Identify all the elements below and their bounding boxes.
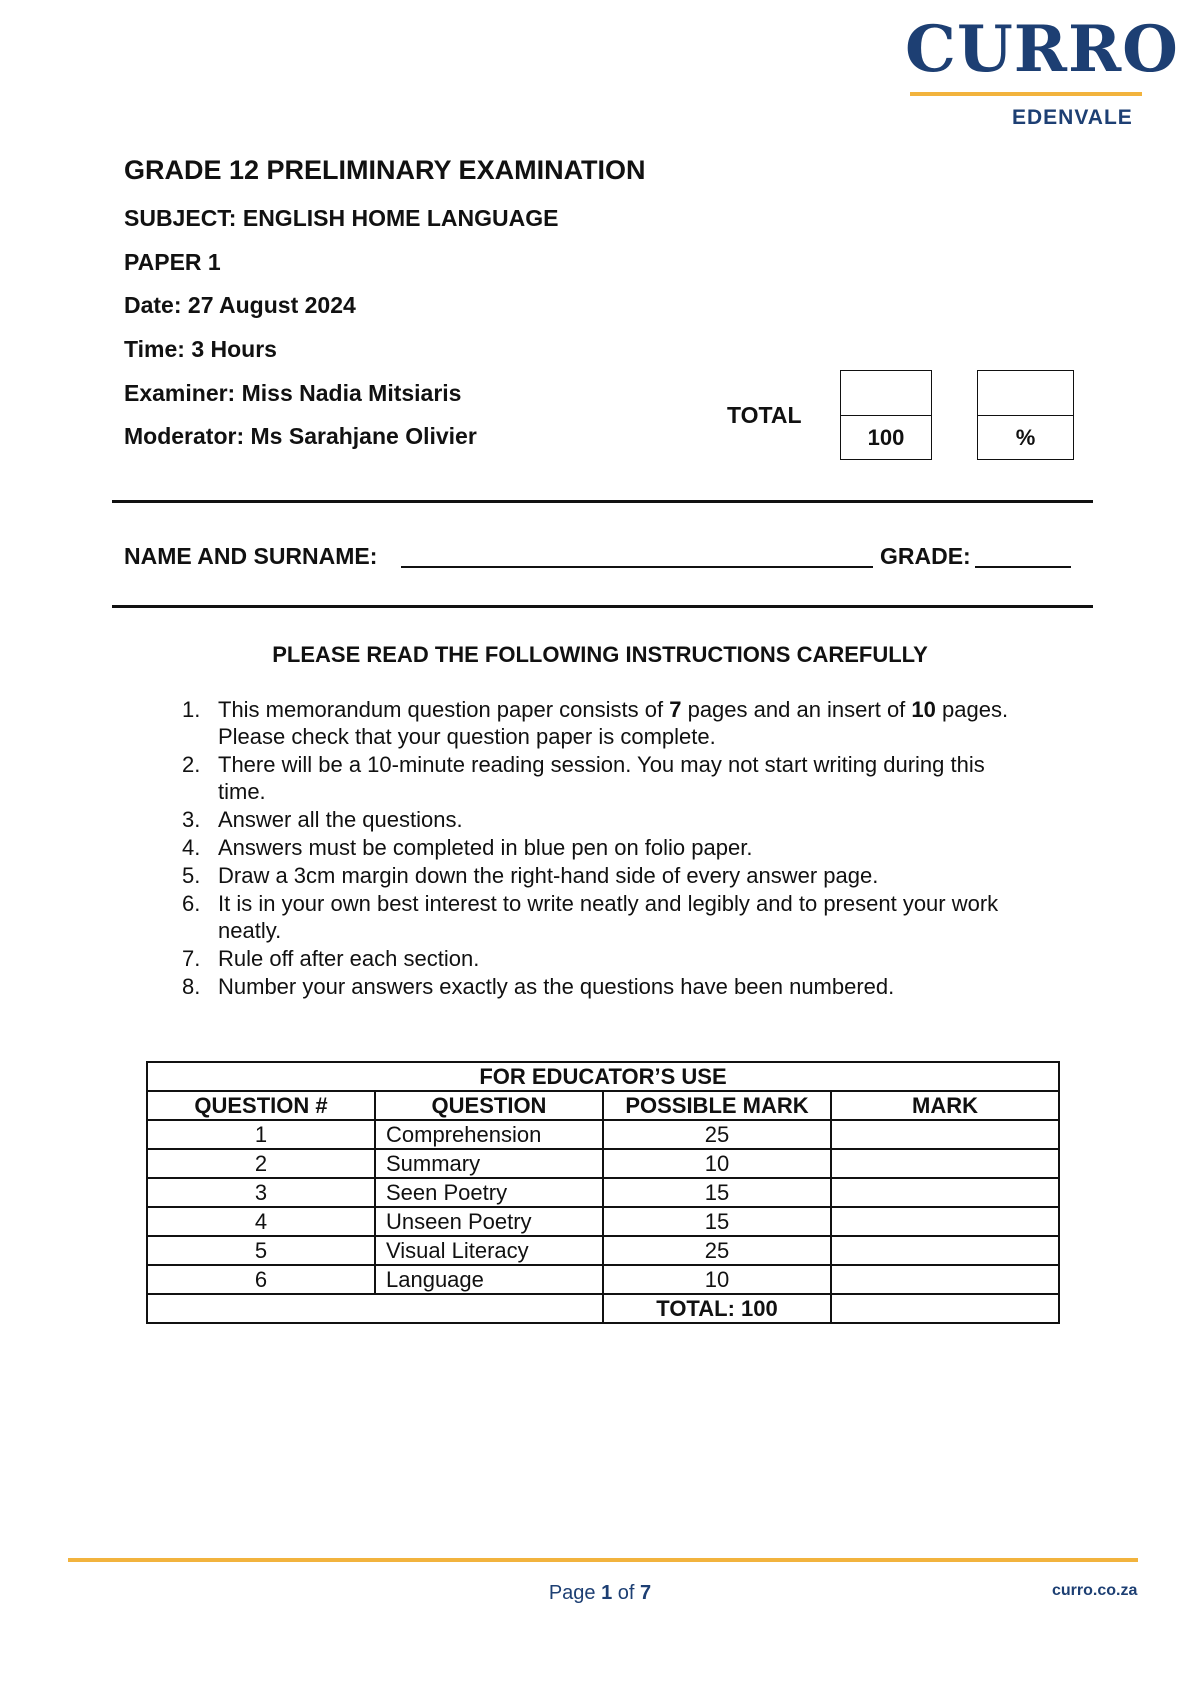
examiner-value: Miss Nadia Mitsiaris (241, 380, 462, 406)
time-line (124, 336, 277, 363)
name-surname-field[interactable] (401, 566, 873, 568)
question-name: Summary (375, 1149, 603, 1178)
examiner-label: Examiner: (124, 380, 236, 406)
score-entry-box[interactable] (840, 370, 932, 416)
date-label: Date: (124, 292, 182, 318)
mark-cell[interactable] (831, 1178, 1059, 1207)
possible-mark: 25 (603, 1120, 831, 1149)
possible-mark: 10 (603, 1149, 831, 1178)
mark-cell[interactable] (831, 1236, 1059, 1265)
table-caption: FOR EDUCATOR’S USE (147, 1062, 1059, 1091)
table-header-row (147, 1091, 1059, 1120)
total-possible: TOTAL: 100 (603, 1294, 831, 1323)
footer-rule (68, 1558, 1138, 1562)
logo-campus: EDENVALE (1012, 106, 1133, 129)
instruction-item: 3. Answer all the questions. (182, 807, 463, 832)
percent-entry-box[interactable] (977, 370, 1074, 416)
table-row (147, 1236, 1059, 1265)
possible-mark: 15 (603, 1207, 831, 1236)
table-row (147, 1120, 1059, 1149)
mark-cell[interactable] (831, 1265, 1059, 1294)
subject-value: ENGLISH HOME LANGUAGE (242, 205, 559, 231)
time-label: Time: (124, 336, 185, 362)
page-number: Page 1 of 7 (548, 1582, 652, 1604)
time-value: 3 Hours (191, 336, 277, 362)
instruction-item: 7. Rule off after each section. (182, 946, 480, 971)
question-number: 5 (147, 1236, 375, 1265)
page-title: GRADE 12 PRELIMINARY EXAMINATION (124, 155, 646, 185)
question-number: 3 (147, 1178, 375, 1207)
grade-field[interactable] (975, 566, 1071, 568)
table-row (147, 1265, 1059, 1294)
question-name: Comprehension (375, 1120, 603, 1149)
educator-marks-table (146, 1061, 1060, 1324)
percent-sign-box: % (977, 415, 1074, 460)
mark-cell[interactable] (831, 1120, 1059, 1149)
possible-mark: 25 (603, 1236, 831, 1265)
column-header: QUESTION # (147, 1091, 375, 1120)
total-label: TOTAL (727, 402, 802, 428)
divider-bottom (112, 605, 1093, 608)
mark-cell[interactable] (831, 1149, 1059, 1178)
mark-cell[interactable] (831, 1207, 1059, 1236)
grade-label: GRADE: (880, 543, 971, 569)
instruction-item: 8. Number your answers exactly as the questions have been numbered. (182, 974, 895, 999)
column-header: POSSIBLE MARK (603, 1091, 831, 1120)
table-row (147, 1207, 1059, 1236)
divider-top (112, 500, 1093, 503)
instructions-heading: PLEASE READ THE FOLLOWING INSTRUCTIONS CAREFULLY (272, 642, 928, 667)
footer-website: curro.co.za (1052, 1582, 1138, 1599)
instruction-item: 1. This memorandum question paper consists of 7 pages and an insert of 10 pages. Please check that your question paper is complete. (182, 697, 1009, 749)
moderator-label: Moderator: (124, 423, 245, 449)
examiner-line (124, 380, 461, 407)
possible-mark: 15 (603, 1178, 831, 1207)
table-row (147, 1149, 1059, 1178)
total-blank-cell (147, 1294, 603, 1323)
instruction-item: 4. Answers must be completed in blue pen on folio paper. (182, 835, 753, 860)
question-number: 2 (147, 1149, 375, 1178)
date-value: 27 August 2024 (187, 292, 356, 318)
column-header: QUESTION (375, 1091, 603, 1120)
logo-underline (910, 92, 1142, 96)
subject-line (124, 205, 558, 232)
column-header: MARK (831, 1091, 1059, 1120)
table-total-row (147, 1294, 1059, 1323)
table-row (147, 1178, 1059, 1207)
question-name: Unseen Poetry (375, 1207, 603, 1236)
moderator-line (124, 423, 477, 450)
question-number: 6 (147, 1265, 375, 1294)
possible-mark: 10 (603, 1265, 831, 1294)
subject-label: SUBJECT: (124, 205, 237, 231)
question-number: 4 (147, 1207, 375, 1236)
total-mark-cell[interactable] (831, 1294, 1059, 1323)
question-name: Visual Literacy (375, 1236, 603, 1265)
instruction-item: 5. Draw a 3cm margin down the right-hand side of every answer page. (182, 863, 879, 888)
name-surname-label: NAME AND SURNAME: (124, 543, 378, 569)
instructions-list (176, 696, 1036, 1001)
instruction-item: 6. It is in your own best interest to write neatly and legibly and to present your work neatly. (182, 891, 999, 943)
score-out-of-box: 100 (840, 415, 932, 460)
question-name: Seen Poetry (375, 1178, 603, 1207)
date-line (124, 292, 356, 319)
logo-wordmark: CURRO (905, 12, 1179, 87)
question-number: 1 (147, 1120, 375, 1149)
instruction-item: 2. There will be a 10-minute reading session. You may not start writing during this time. (182, 752, 985, 804)
question-name: Language (375, 1265, 603, 1294)
moderator-value: Ms Sarahjane Olivier (250, 423, 477, 449)
paper-line: PAPER 1 (124, 249, 221, 275)
